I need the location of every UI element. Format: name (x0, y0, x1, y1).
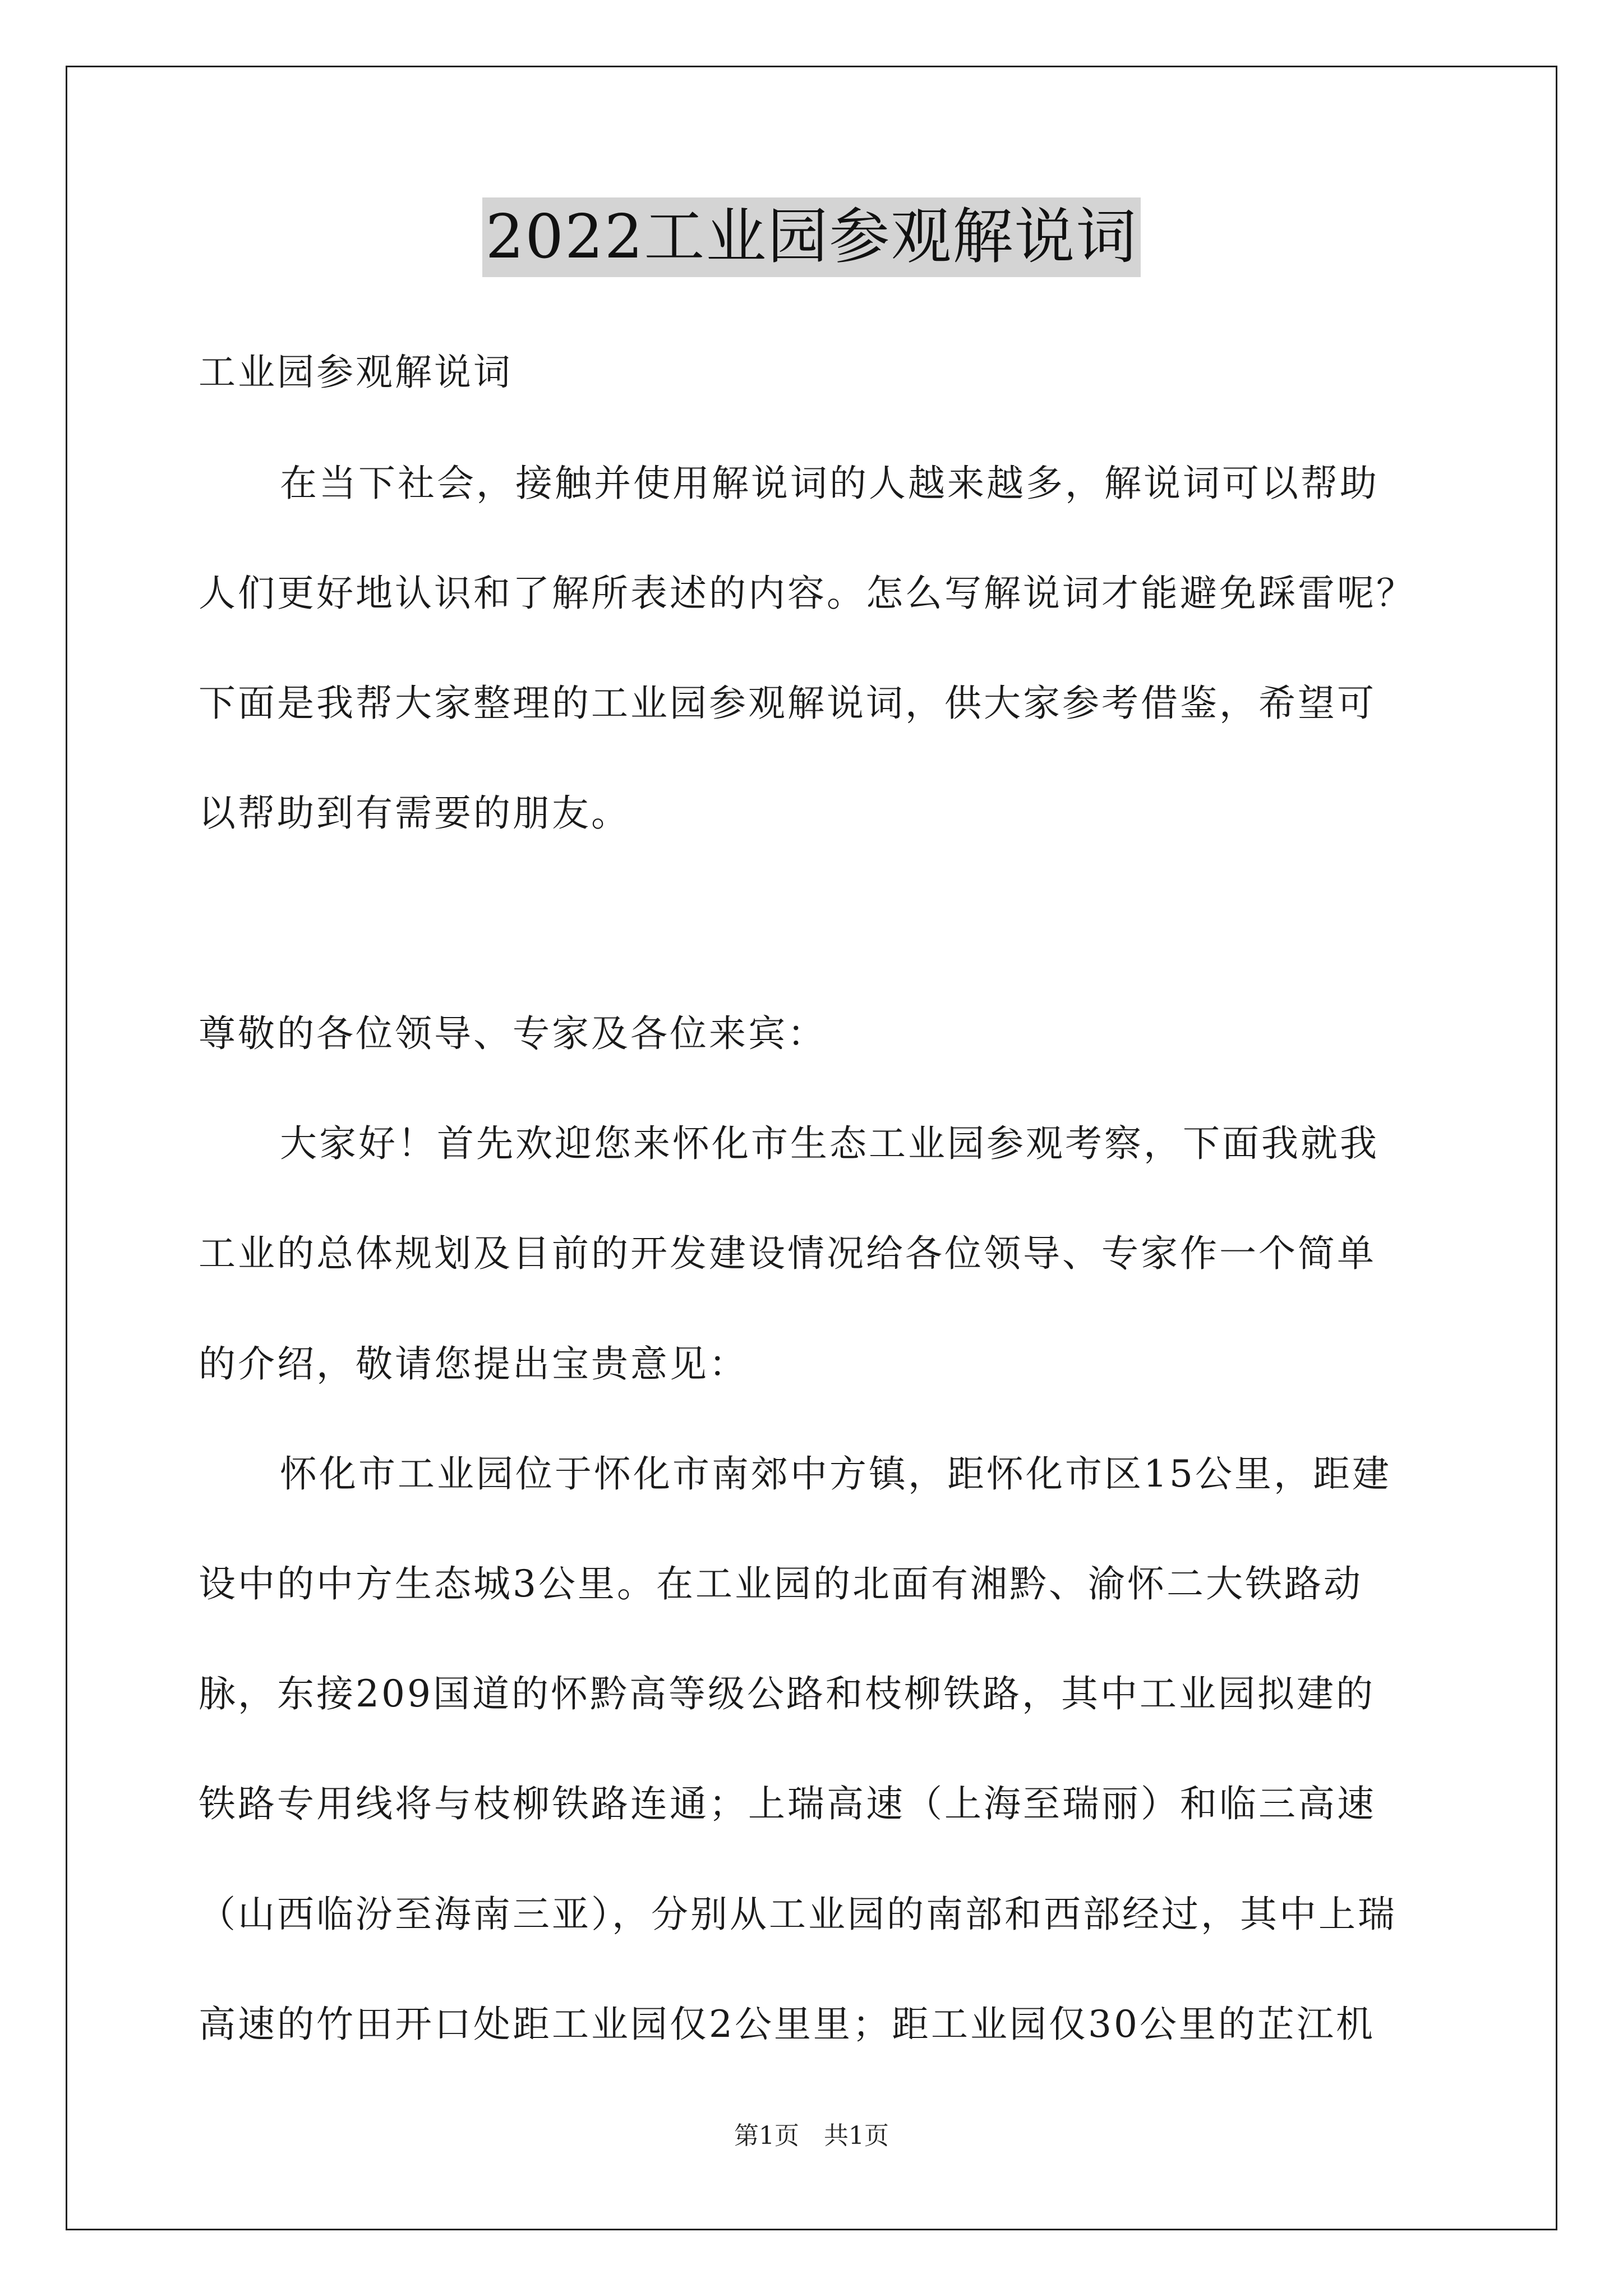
paragraph-line: 以帮助到有需要的朋友。 (199, 792, 630, 835)
paragraph-line: 怀化市工业园位于怀化市南郊中方镇，距怀化市区15公里，距建 (280, 1452, 1391, 1496)
paragraph-line: 铁路专用线将与枝柳铁路连通；上瑞高速（上海至瑞丽）和临三高速 (199, 1782, 1376, 1825)
paragraph-line: 下面是我帮大家整理的工业园参观解说词，供大家参考借鉴，希望可 (199, 682, 1376, 725)
subtitle-line: 工业园参观解说词 (199, 351, 513, 394)
page-footer: 第1页 共1页 (734, 2122, 889, 2150)
paragraph-line: （山西临汾至海南三亚），分别从工业园的南部和西部经过，其中上瑞 (199, 1893, 1397, 1936)
paragraph-line: 高速的竹田开口处距工业园仅2公里里；距工业园仅30公里的芷江机 (199, 2003, 1375, 2046)
paragraph-line: 人们更好地认识和了解所表述的内容。怎么写解说词才能避免踩雷呢？ (199, 572, 1415, 615)
paragraph-line: 大家好！首先欢迎您来怀化市生态工业园参观考察，下面我就我 (280, 1122, 1379, 1165)
paragraph-line: 设中的中方生态城3公里。在工业园的北面有湘黔、渝怀二大铁路动 (199, 1562, 1363, 1605)
paragraph-line: 工业的总体规划及目前的开发建设情况给各位领导、专家作一个简单 (199, 1232, 1376, 1275)
document-title: 2022工业园参观解说词 (482, 197, 1141, 277)
paragraph-line: 在当下社会，接触并使用解说词的人越来越多，解说词可以帮助 (280, 462, 1379, 505)
paragraph-line: 脉，东接209国道的怀黔高等级公路和枝柳铁路，其中工业园拟建的 (199, 1672, 1375, 1715)
salutation-line: 尊敬的各位领导、专家及各位来宾： (199, 1012, 827, 1055)
paragraph-line: 的介绍，敬请您提出宝贵意见： (199, 1342, 748, 1386)
title-wrap (0, 197, 1623, 277)
